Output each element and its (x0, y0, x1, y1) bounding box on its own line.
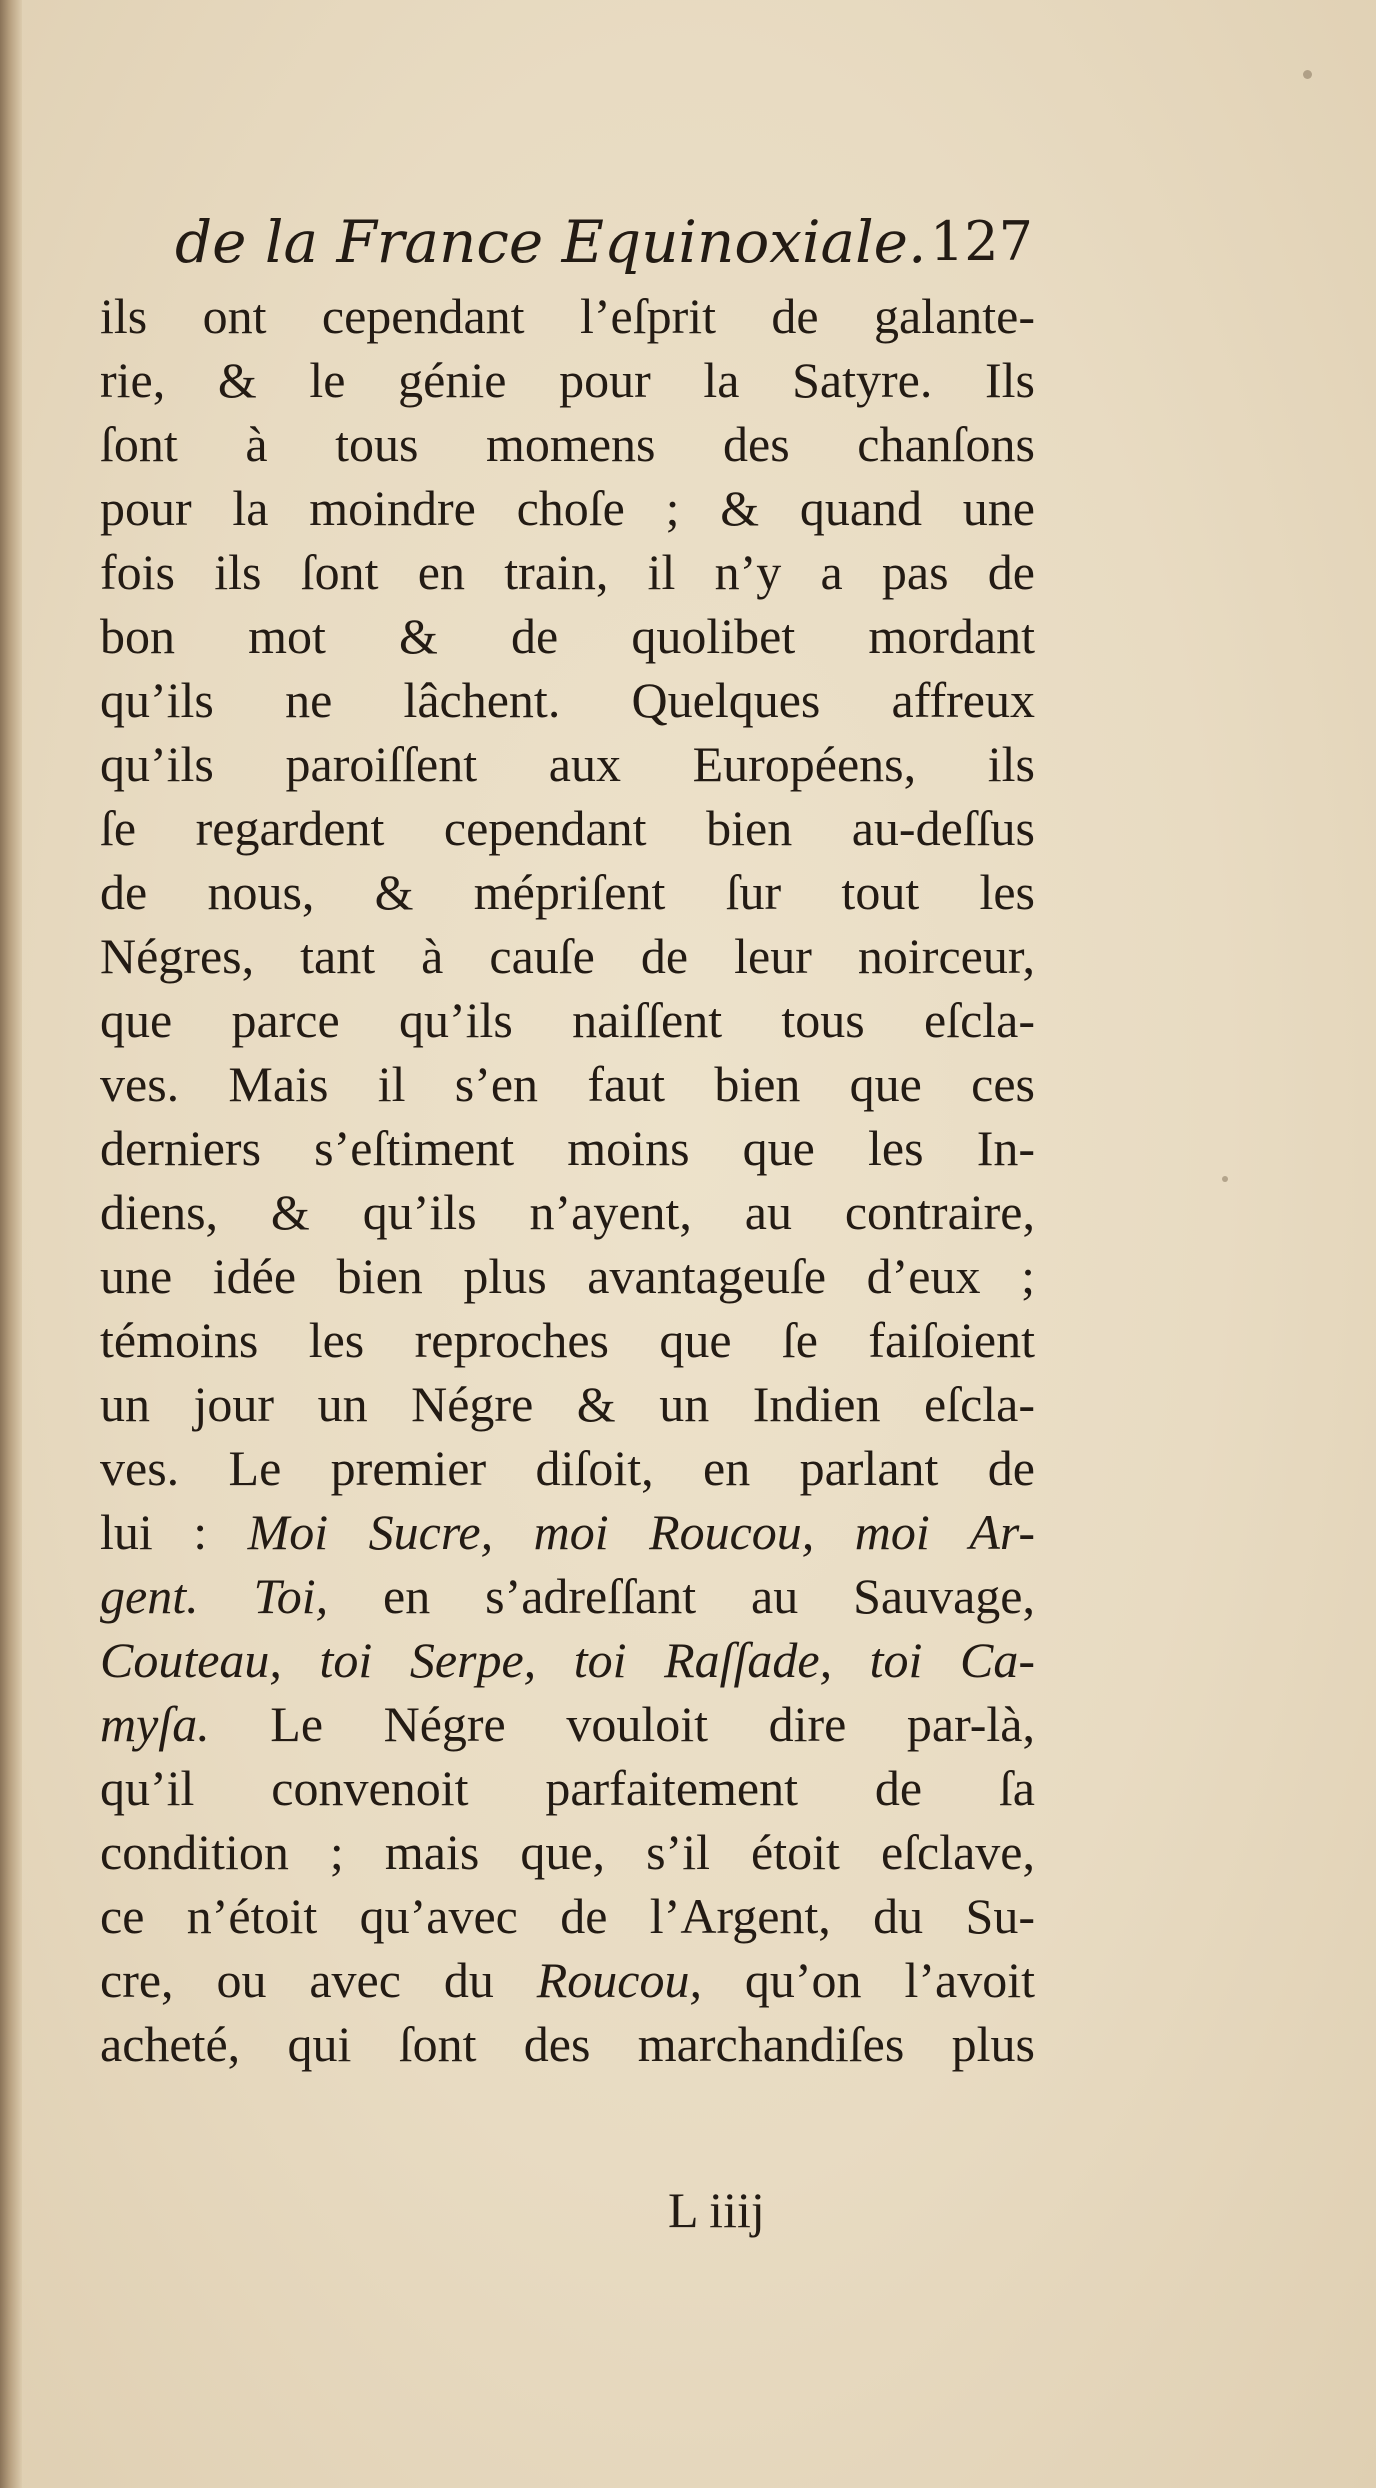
text-line (100, 732, 1035, 796)
text-span: témoins les reproches que ſe faiſoient (100, 1312, 1035, 1368)
italic-text: gent. Toi, (100, 1568, 329, 1624)
running-title: de la France Equinoxiale. (175, 208, 927, 276)
text-span: derniers s’eſtiment moins que les In- (100, 1120, 1035, 1176)
text-line (100, 604, 1035, 668)
text-line (100, 796, 1035, 860)
text-line (100, 1628, 1035, 1692)
text-line (100, 924, 1035, 988)
text-span: Le Négre vouloit dire par-là, (209, 1696, 1035, 1752)
text-span: en s’adreſſant au Sauvage, (328, 1568, 1036, 1624)
text-line (100, 1180, 1035, 1244)
text-line (100, 668, 1035, 732)
text-span: cre, ou avec du (100, 1952, 537, 2008)
text-span: qu’ils paroiſſent aux Européens, ils (100, 736, 1035, 792)
text-span: ſont à tous momens des chanſons (100, 416, 1035, 472)
italic-text: Moi Sucre, moi Roucou, moi Ar- (247, 1504, 1035, 1560)
text-line (100, 1436, 1035, 1500)
body-text (100, 284, 1035, 2076)
text-line (100, 988, 1035, 1052)
italic-text: Couteau, toi Serpe, toi Raſſade, toi Ca- (100, 1632, 1035, 1688)
text-span: ils ont cependant l’eſprit de galante- (100, 288, 1035, 344)
paper-speck (1303, 70, 1312, 79)
running-header (175, 206, 1045, 278)
text-span: acheté, qui ſont des marchandiſes plus (100, 2016, 1035, 2072)
text-line (100, 412, 1035, 476)
text-span: rie, & le génie pour la Satyre. Ils (100, 352, 1035, 408)
text-line (100, 1820, 1035, 1884)
text-line (100, 860, 1035, 924)
text-span: pour la moindre choſe ; & quand une (100, 480, 1035, 536)
page-number: 127 (929, 210, 1033, 273)
text-line (100, 1756, 1035, 1820)
text-line (100, 1884, 1035, 1948)
text-line (100, 1244, 1035, 1308)
text-span: que parce qu’ils naiſſent tous eſcla- (100, 992, 1035, 1048)
text-span: un jour un Négre & un Indien eſcla- (100, 1376, 1035, 1432)
text-span: ves. Le premier diſoit, en parlant de (100, 1440, 1035, 1496)
text-line (100, 1948, 1035, 2012)
text-line (100, 2012, 1035, 2076)
text-line (100, 1372, 1035, 1436)
signature-mark: L iiij (668, 2182, 765, 2238)
text-span: une idée bien plus avantageuſe d’eux ; (100, 1248, 1035, 1304)
text-line (100, 1564, 1035, 1628)
text-line (100, 1308, 1035, 1372)
text-span: qu’il convenoit parfaitement de ſa (100, 1760, 1035, 1816)
text-span: condition ; mais que, s’il étoit eſclave, (100, 1824, 1035, 1880)
text-span: bon mot & de quolibet mordant (100, 608, 1035, 664)
text-span: ce n’étoit qu’avec de l’Argent, du Su- (100, 1888, 1035, 1944)
text-line (100, 284, 1035, 348)
page-gutter (0, 0, 22, 2488)
text-line (100, 1500, 1035, 1564)
text-span: diens, & qu’ils n’ayent, au contraire, (100, 1184, 1035, 1240)
text-line (100, 540, 1035, 604)
text-span: Négres, tant à cauſe de leur noirceur, (100, 928, 1035, 984)
text-span: qu’on l’avoit (702, 1952, 1035, 2008)
text-line (100, 1052, 1035, 1116)
text-span: ves. Mais il s’en faut bien que ces (100, 1056, 1035, 1112)
text-span: lui : (100, 1504, 248, 1560)
text-line (100, 348, 1035, 412)
text-line (100, 1116, 1035, 1180)
text-line (100, 476, 1035, 540)
text-span: fois ils ſont en train, il n’y a pas de (100, 544, 1035, 600)
text-span: de nous, & mépriſent ſur tout les (100, 864, 1035, 920)
text-span: qu’ils ne lâchent. Quelques affreux (100, 672, 1035, 728)
text-line (100, 1692, 1035, 1756)
italic-text: myſa. (100, 1696, 210, 1752)
paper-speck (1222, 1176, 1228, 1182)
italic-text: Roucou, (536, 1952, 702, 2008)
text-span: ſe regardent cependant bien au-deſſus (100, 800, 1035, 856)
